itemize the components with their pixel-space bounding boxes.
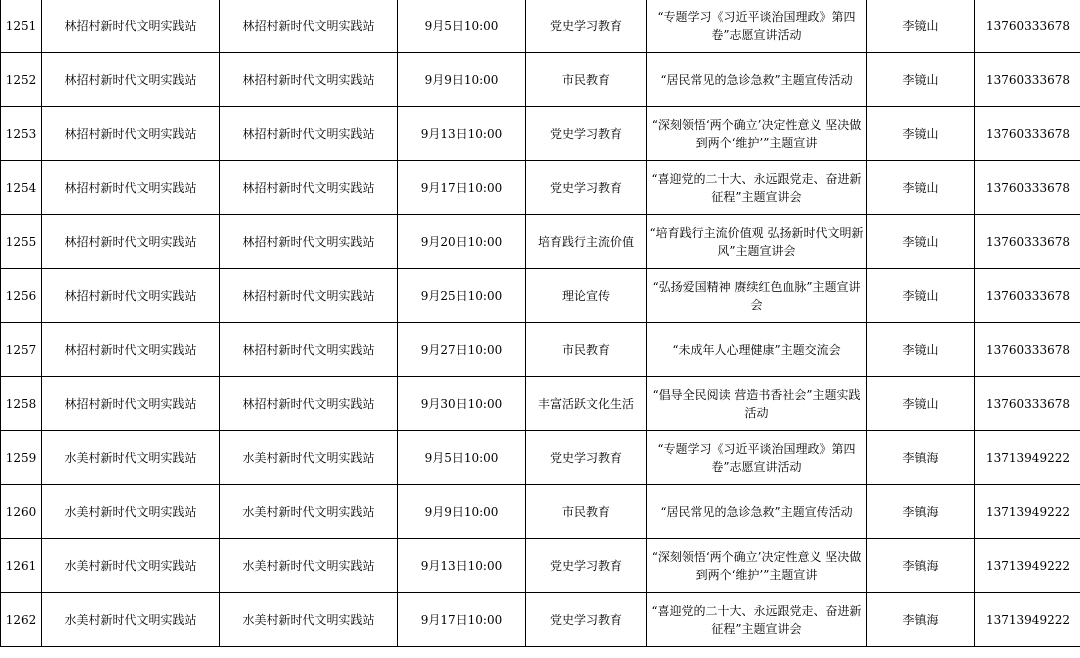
row-number: 1252 — [1, 53, 42, 107]
topic-cell: “喜迎党的二十大、永远跟党走、奋进新征程”主题宣讲会 — [647, 161, 867, 215]
venue-cell: 林招村新时代文明实践站 — [220, 161, 398, 215]
row-number: 1255 — [1, 215, 42, 269]
topic-cell: “居民常见的急诊急救”主题宣传活动 — [647, 485, 867, 539]
date-cell: 9月9日10:00 — [398, 485, 526, 539]
venue-cell: 林招村新时代文明实践站 — [220, 215, 398, 269]
row-number: 1251 — [1, 0, 42, 53]
category-cell: 理论宣传 — [526, 269, 647, 323]
phone-cell: 13760333678 — [975, 53, 1080, 107]
date-cell: 9月25日10:00 — [398, 269, 526, 323]
date-cell: 9月17日10:00 — [398, 161, 526, 215]
contact-cell: 李镜山 — [867, 0, 975, 53]
organizer-cell: 林招村新时代文明实践站 — [42, 53, 220, 107]
category-cell: 党史学习教育 — [526, 593, 647, 647]
organizer-cell: 林招村新时代文明实践站 — [42, 377, 220, 431]
category-cell: 党史学习教育 — [526, 161, 647, 215]
table-row — [1, 53, 1080, 107]
contact-cell: 李镜山 — [867, 269, 975, 323]
category-cell: 丰富活跃文化生活 — [526, 377, 647, 431]
contact-cell: 李镜山 — [867, 161, 975, 215]
table-row — [1, 485, 1080, 539]
table-row — [1, 269, 1080, 323]
venue-cell: 林招村新时代文明实践站 — [220, 269, 398, 323]
table-row — [1, 161, 1080, 215]
venue-cell: 林招村新时代文明实践站 — [220, 323, 398, 377]
table-row — [1, 323, 1080, 377]
phone-cell: 13713949222 — [975, 485, 1080, 539]
organizer-cell: 水美村新时代文明实践站 — [42, 431, 220, 485]
table-row — [1, 215, 1080, 269]
organizer-cell: 林招村新时代文明实践站 — [42, 0, 220, 53]
category-cell: 党史学习教育 — [526, 431, 647, 485]
date-cell: 9月5日10:00 — [398, 431, 526, 485]
venue-cell: 林招村新时代文明实践站 — [220, 53, 398, 107]
table-row — [1, 0, 1080, 53]
category-cell: 市民教育 — [526, 485, 647, 539]
row-number: 1261 — [1, 539, 42, 593]
category-cell: 培育践行主流价值 — [526, 215, 647, 269]
topic-cell: “专题学习《习近平谈治国理政》第四卷”志愿宣讲活动 — [647, 431, 867, 485]
row-number: 1256 — [1, 269, 42, 323]
phone-cell: 13713949222 — [975, 539, 1080, 593]
date-cell: 9月13日10:00 — [398, 539, 526, 593]
topic-cell: “倡导全民阅读 营造书香社会”主题实践活动 — [647, 377, 867, 431]
date-cell: 9月17日10:00 — [398, 593, 526, 647]
phone-cell: 13760333678 — [975, 161, 1080, 215]
category-cell: 市民教育 — [526, 323, 647, 377]
row-number: 1262 — [1, 593, 42, 647]
organizer-cell: 林招村新时代文明实践站 — [42, 161, 220, 215]
row-number: 1259 — [1, 431, 42, 485]
phone-cell: 13760333678 — [975, 107, 1080, 161]
topic-cell: “深刻领悟‘两个确立’决定性意义 坚决做到两个‘维护’”主题宣讲 — [647, 539, 867, 593]
phone-cell: 13760333678 — [975, 269, 1080, 323]
topic-cell: “喜迎党的二十大、永远跟党走、奋进新征程”主题宣讲会 — [647, 593, 867, 647]
venue-cell: 林招村新时代文明实践站 — [220, 0, 398, 53]
row-number: 1260 — [1, 485, 42, 539]
organizer-cell: 水美村新时代文明实践站 — [42, 539, 220, 593]
contact-cell: 李镜山 — [867, 377, 975, 431]
topic-cell: “居民常见的急诊急救”主题宣传活动 — [647, 53, 867, 107]
table-row — [1, 377, 1080, 431]
category-cell: 党史学习教育 — [526, 539, 647, 593]
venue-cell: 水美村新时代文明实践站 — [220, 593, 398, 647]
row-number: 1258 — [1, 377, 42, 431]
topic-cell: “培育践行主流价值观 弘扬新时代文明新风”主题宣讲会 — [647, 215, 867, 269]
row-number: 1257 — [1, 323, 42, 377]
row-number: 1254 — [1, 161, 42, 215]
phone-cell: 13760333678 — [975, 0, 1080, 53]
contact-cell: 李镇海 — [867, 485, 975, 539]
phone-cell: 13713949222 — [975, 431, 1080, 485]
phone-cell: 13713949222 — [975, 593, 1080, 647]
row-number: 1253 — [1, 107, 42, 161]
topic-cell: “专题学习《习近平谈治国理政》第四卷”志愿宣讲活动 — [647, 0, 867, 53]
schedule-body — [1, 0, 1080, 647]
venue-cell: 林招村新时代文明实践站 — [220, 377, 398, 431]
organizer-cell: 水美村新时代文明实践站 — [42, 593, 220, 647]
topic-cell: “弘扬爱国精神 赓续红色血脉”主题宣讲会 — [647, 269, 867, 323]
venue-cell: 水美村新时代文明实践站 — [220, 431, 398, 485]
date-cell: 9月27日10:00 — [398, 323, 526, 377]
table-row — [1, 539, 1080, 593]
organizer-cell: 林招村新时代文明实践站 — [42, 269, 220, 323]
contact-cell: 李镜山 — [867, 215, 975, 269]
venue-cell: 水美村新时代文明实践站 — [220, 539, 398, 593]
table-row — [1, 593, 1080, 647]
category-cell: 市民教育 — [526, 53, 647, 107]
category-cell: 党史学习教育 — [526, 107, 647, 161]
organizer-cell: 林招村新时代文明实践站 — [42, 107, 220, 161]
date-cell: 9月13日10:00 — [398, 107, 526, 161]
category-cell: 党史学习教育 — [526, 0, 647, 53]
venue-cell: 林招村新时代文明实践站 — [220, 107, 398, 161]
phone-cell: 13760333678 — [975, 215, 1080, 269]
organizer-cell: 林招村新时代文明实践站 — [42, 215, 220, 269]
contact-cell: 李镇海 — [867, 593, 975, 647]
contact-cell: 李镜山 — [867, 53, 975, 107]
table-row — [1, 431, 1080, 485]
contact-cell: 李镇海 — [867, 431, 975, 485]
organizer-cell: 林招村新时代文明实践站 — [42, 323, 220, 377]
contact-cell: 李镇海 — [867, 539, 975, 593]
venue-cell: 水美村新时代文明实践站 — [220, 485, 398, 539]
phone-cell: 13760333678 — [975, 377, 1080, 431]
date-cell: 9月20日10:00 — [398, 215, 526, 269]
date-cell: 9月9日10:00 — [398, 53, 526, 107]
topic-cell: “深刻领悟‘两个确立’决定性意义 坚决做到两个‘维护’”主题宣讲 — [647, 107, 867, 161]
organizer-cell: 水美村新时代文明实践站 — [42, 485, 220, 539]
topic-cell: “未成年人心理健康”主题交流会 — [647, 323, 867, 377]
date-cell: 9月5日10:00 — [398, 0, 526, 53]
contact-cell: 李镜山 — [867, 107, 975, 161]
phone-cell: 13760333678 — [975, 323, 1080, 377]
table-row — [1, 107, 1080, 161]
date-cell: 9月30日10:00 — [398, 377, 526, 431]
contact-cell: 李镜山 — [867, 323, 975, 377]
